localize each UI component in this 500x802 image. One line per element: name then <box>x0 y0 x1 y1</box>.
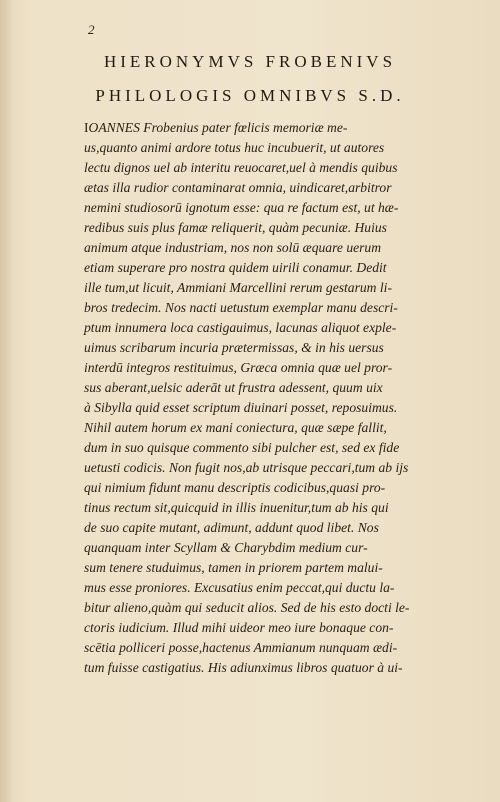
text-line: uetusti codicis. Non fugit nos,ab utrisque peccari,tum ab ijs <box>84 460 409 475</box>
text-line: ætas illa rudior contaminarat omnia, uindicaret,arbitror <box>84 180 392 195</box>
text-line: de suo capite mutant, adimunt, addunt quod libet. Nos <box>84 520 379 535</box>
text-line: nemini studiosorū ignotum esse: qua re factum est, ut hæ- <box>84 200 399 215</box>
text-line: ptum innumera loca castigauimus, lacunas aliquot exple- <box>84 320 397 335</box>
text-line: qui nimium fidunt manu descriptis codicibus,quasi pro- <box>84 480 386 495</box>
text-line: us,quanto animi ardore totus huc incubuerit, ut autores <box>84 140 385 155</box>
text-line: sum tenere studuimus, tamen in priorem partem malui- <box>84 560 383 575</box>
text-line: tum fuisse castigatius. His adiunximus libros quatuor à ui- <box>84 660 403 675</box>
text-line: ctoris iudicium. Illud mihi uideor meo iure bonaque con- <box>84 620 394 635</box>
text-line: à Sibylla quid esset scriptum diuinari posset, reposuimus. <box>84 400 398 415</box>
text-line: quanquam inter Scyllam & Charybdim medium cur- <box>84 540 368 555</box>
text-line: dum in suo quisque commento sibi pulcher est, sed ex fide <box>84 440 400 455</box>
text-line: IOANNES Frobenius pater fœlicis memoriæ me- <box>84 120 348 135</box>
text-line: lectu dignos uel ab interitu reuocaret,uel à mendis quibus <box>84 160 398 175</box>
text-line: bitur alieno,quàm qui seducit alios. Sed de his esto docti le- <box>84 600 410 615</box>
text-line: scētia polliceri posse,hactenus Ammianum nunquam ædi- <box>84 640 398 655</box>
text-line: etiam superare pro nostra quidem uirili conamur. Dedit <box>84 260 387 275</box>
heading-salutation: PHILOLOGIS OMNIBVS S.D. <box>95 86 405 105</box>
text-line: tinus rectum sit,quicquid in illis inuenitur,tum ab his qui <box>84 500 389 515</box>
text-line: interdū integros restituimus, Græca omnia quæ uel pror- <box>84 360 393 375</box>
text-line: ille tum,ut licuit, Ammiani Marcellini rerum gestarum li- <box>84 280 392 295</box>
page-number: 2 <box>88 22 95 37</box>
heading-author: HIERONYMVS FROBENIVS <box>103 52 397 71</box>
text-line: sus aberant,uelsic aderāt ut frustra adessent, quum uix <box>84 380 383 395</box>
text-line: animum atque industriam, nos non solū æquare uerum <box>84 240 382 255</box>
text-line: bros tredecim. Nos nacti uetustum exemplar manu descri- <box>84 300 398 315</box>
body-text <box>84 118 456 678</box>
text-line: mus esse proniores. Excusatius enim peccat,qui ductu la- <box>84 580 395 595</box>
text-line: uimus scribarum incuria prætermissas, & in his uersus <box>84 340 384 355</box>
text-line: Nihil autem horum ex mani coniectura, quæ sæpe fallit, <box>84 420 387 435</box>
text-line: redibus suis plus famæ reliquerit, quàm pecuniæ. Huius <box>84 220 387 235</box>
